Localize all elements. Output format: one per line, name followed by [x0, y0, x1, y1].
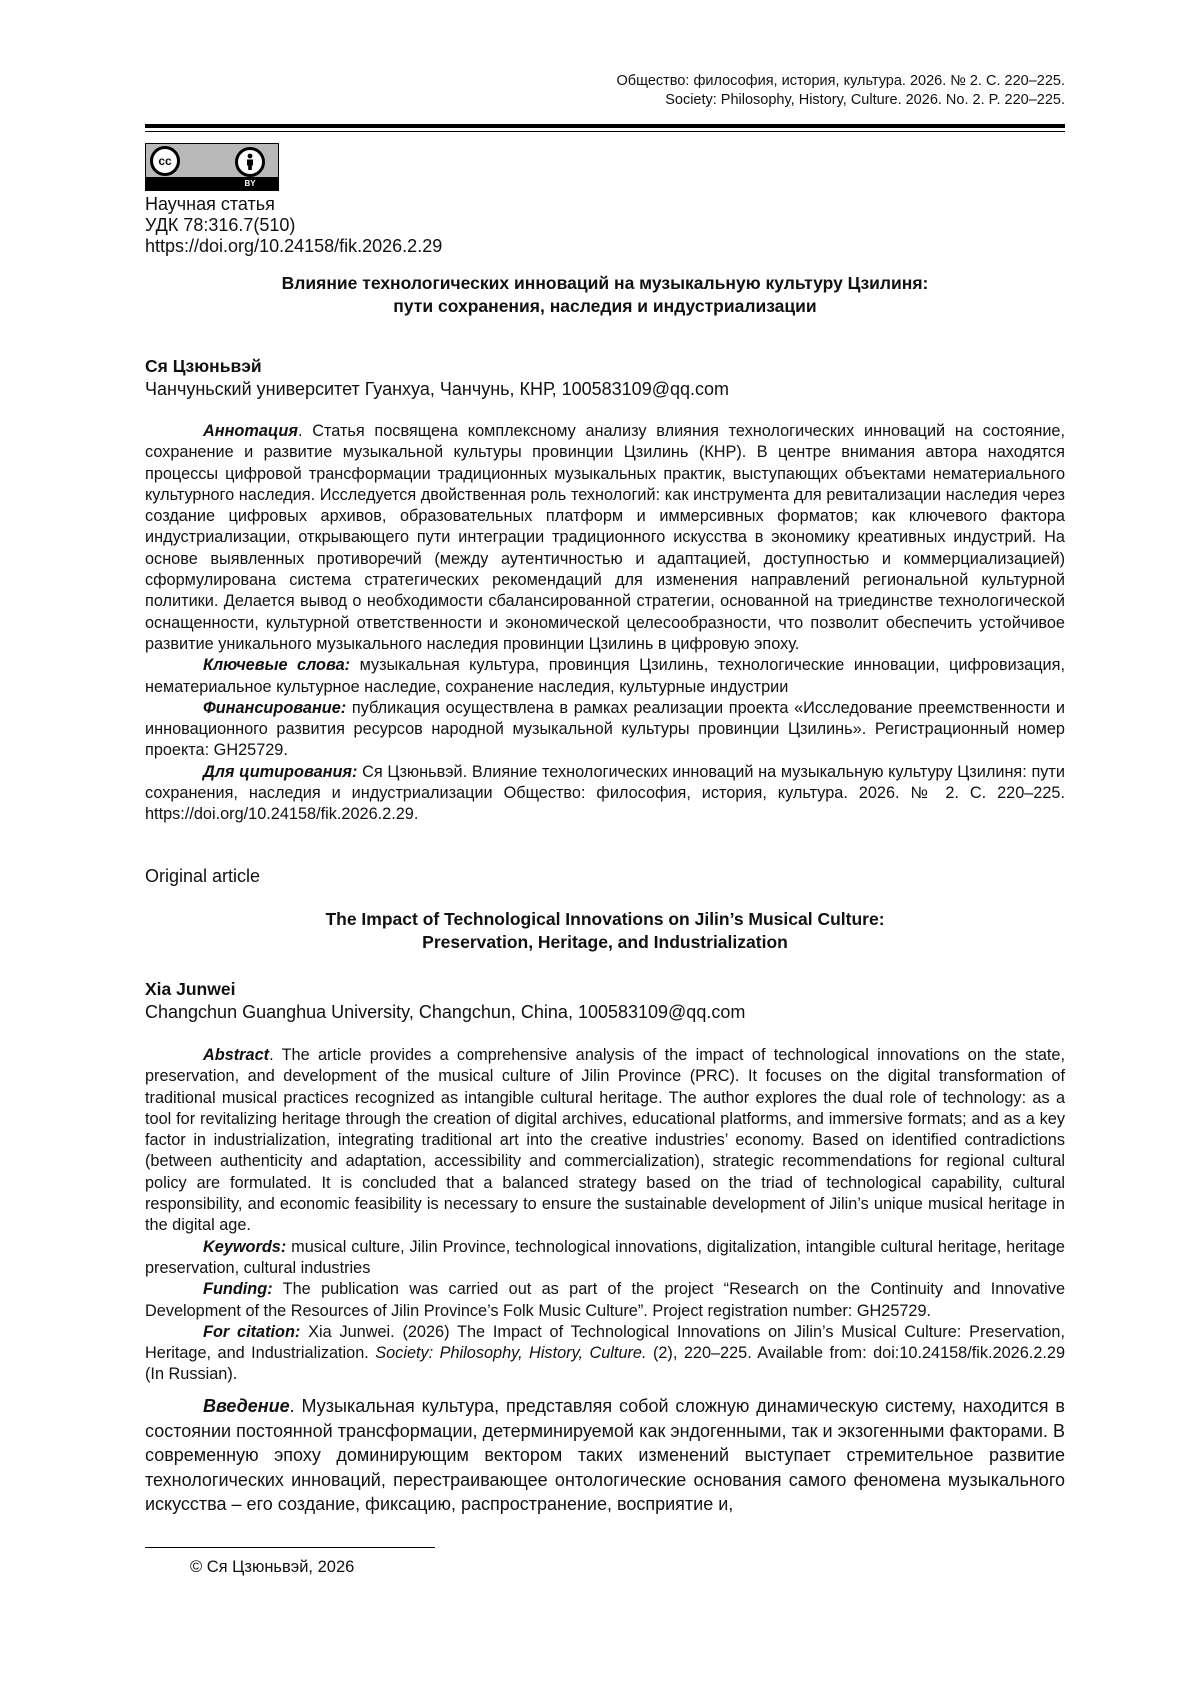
- title-ru-line1: Влияние технологических инноваций на музыкальную культуру Цзилиня:: [281, 273, 929, 293]
- abstract-en: [145, 1045, 1065, 1237]
- abstract-text-en: . The article provides a comprehensive analysis of the impact of technological innovations on the state, preservation, and development of the musical culture of Jilin Province (PRC). It focuses on the digital transformation of traditional musical practices recognized as intangible cultural heritage. The author explores the dual role of technology: as a tool for revitalizing heritage through the creation of digital archives, educational platforms, and immersive formats; and as a key factor in industrialization, integrating traditional art into the creative industries’ economy. Based on identified contradictions (between authenticity and adaptation, accessibility and commercialization), strategic recommendations for regional cultural policy are formulated. It is concluded that a balanced strategy based on the triad of technological capability, cultural responsibility, and economic feasibility is necessary to ensure the sustainable development of Jilin’s unique musical heritage in the digital age.: [145, 1046, 1065, 1235]
- article-type-en: Original article: [145, 866, 261, 886]
- header-rule-thin: [145, 131, 1065, 132]
- citation-ru: [145, 762, 1065, 826]
- affiliation-en: Changchun Guanghua University, Changchun, China, 100583109@qq.com: [145, 1002, 746, 1022]
- keywords-label-ru: Ключевые слова:: [203, 656, 351, 675]
- title-en-line2: Preservation, Heritage, and Industrialization: [422, 932, 788, 952]
- affiliation-ru: Чанчуньский университет Гуанхуа, Чанчунь, КНР, 100583109@qq.com: [145, 379, 729, 399]
- funding-label-en: Funding:: [203, 1280, 273, 1299]
- by-label: BY: [244, 179, 256, 188]
- doi-link[interactable]: https://doi.org/10.24158/fik.2026.2.29: [145, 236, 443, 256]
- funding-ru: [145, 698, 1065, 762]
- funding-text-ru: публикация осуществлена в рамках реализации проекта «Исследование преемственности и инновационного развития ресурсов народной музыкальной культуры провинции Цзилинь». Регистрационный номер проекта: GH25729.: [145, 698, 1065, 760]
- intro-label: Введение: [203, 1396, 290, 1416]
- keywords-ru: [145, 655, 1065, 698]
- funding-label-ru: Финансирование:: [203, 698, 347, 717]
- attribution-icon: [235, 147, 265, 177]
- citation-journal-en: Society: Philosophy, History, Culture.: [375, 1344, 647, 1363]
- article-type-ru: Научная статья: [145, 194, 275, 214]
- journal-header: [145, 72, 1065, 110]
- abstract-label-ru: Аннотация: [203, 422, 298, 440]
- author-en: Xia Junwei: [145, 979, 236, 999]
- abstract-block-ru: [145, 421, 1065, 826]
- header-line-ru: Общество: философия, история, культура. 2026. № 2. С. 220–225.: [616, 73, 1065, 89]
- citation-text-en-b: (2), 220–225. Available from: doi:10.24158/fik.2026.2.29 (In Russian).: [145, 1344, 1066, 1384]
- introduction: [145, 1394, 1065, 1517]
- intro-text: . Музыкальная культура, представляя собой сложную динамическую систему, находится в состоянии постоянной трансформации, детерминируемой как эндогенными, так и экзогенными факторами. В современную эпоху доминирующим вектором таких изменений выступает стремительное развитие технологических инноваций, перестраивающее онтологические основания самого феномена музыкального искусства – его создание, фиксацию, распространение, восприятие и,: [145, 1396, 1065, 1515]
- footnote-rule: [145, 1547, 435, 1548]
- title-en: [145, 908, 1065, 954]
- title-en-line1: The Impact of Technological Innovations on Jilin’s Musical Culture:: [325, 909, 885, 929]
- citation-text-en-a: Xia Junwei. (2026) The Impact of Technological Innovations on Jilin’s Musical Culture: Preservation, Heritage, and Industrialization.: [145, 1322, 1066, 1363]
- keywords-label-en: Keywords:: [203, 1237, 287, 1256]
- keywords-text-en: musical culture, Jilin Province, technological innovations, digitalization, intangible cultural heritage, heritage preservation, cultural industries: [145, 1237, 1065, 1277]
- title-ru-line2: пути сохранения, наследия и индустриализации: [393, 296, 817, 316]
- funding-en: [145, 1279, 1065, 1322]
- cc-icon: cc: [150, 146, 180, 176]
- citation-en: [145, 1322, 1065, 1386]
- citation-label-en: For citation:: [203, 1322, 301, 1341]
- title-ru: [145, 272, 1065, 318]
- copyright-footnote: © Ся Цзюньвэй, 2026: [190, 1558, 355, 1576]
- cc-by-license-badge: [145, 143, 279, 191]
- udc: УДК 78:316.7(510): [145, 215, 296, 235]
- author-ru: Ся Цзюньвэй: [145, 356, 262, 376]
- header-line-en: Society: Philosophy, History, Culture. 2026. No. 2. P. 220–225.: [665, 92, 1065, 108]
- article-meta: [145, 194, 442, 257]
- abstract-text-ru: . Статья посвящена комплексному анализу влияния технологических инноваций на состояние, сохранение и развитие музыкальной культуры провинции Цзилинь (КНР). В центре внимания автора находятся процессы цифровой трансформации традиционных музыкальных практик, выступающих объектами нематериального культурного наследия. Исследуется двойственная роль технологий: как инструмента для ревитализации наследия через создание цифровых архивов, образовательных платформ и иммерсивных форматов; как ключевого фактора индустриализации, открывающего пути интеграции традиционного искусства в экономику креативных индустрий. На основе выявленных противоречий (между аутентичностью и адаптацией, доступностью и коммерциализацией) сформулирована система стратегических рекомендаций для изменения направлений региональной культурной политики. Делается вывод о необходимости сбалансированной стратегии, основанной на триединстве технологической оснащенности, культурной ответственности и экономической целесообразности, что позволит обеспечить устойчивое развитие уникального музыкального наследия провинции Цзилинь в цифровую эпоху.: [145, 422, 1065, 653]
- keywords-text-ru: музыкальная культура, провинция Цзилинь, технологические инновации, цифровизация, нематериальное культурное наследие, сохранение наследия, культурные индустрии: [145, 656, 1065, 696]
- header-rule-thick: [145, 124, 1065, 128]
- abstract-label-en: Abstract: [203, 1046, 270, 1064]
- funding-text-en: The publication was carried out as part of the project “Research on the Continuity and Innovative Development of the Resources of Jilin Province’s Folk Music Culture”. Project registration number: GH25729.: [145, 1280, 1065, 1320]
- citation-text-ru: Ся Цзюньвэй. Влияние технологических инноваций на музыкальную культуру Цзилиня: пути сохранения, наследия и индустриализации Общество: философия, история, культура. 2026. № 2. С. 220–225. https://doi.org/10.24158/fik.2026.2.29.: [145, 762, 1065, 824]
- citation-label-ru: Для цитирования:: [203, 762, 358, 781]
- abstract-ru: [145, 421, 1065, 655]
- keywords-en: [145, 1237, 1065, 1280]
- abstract-block-en: [145, 1045, 1065, 1386]
